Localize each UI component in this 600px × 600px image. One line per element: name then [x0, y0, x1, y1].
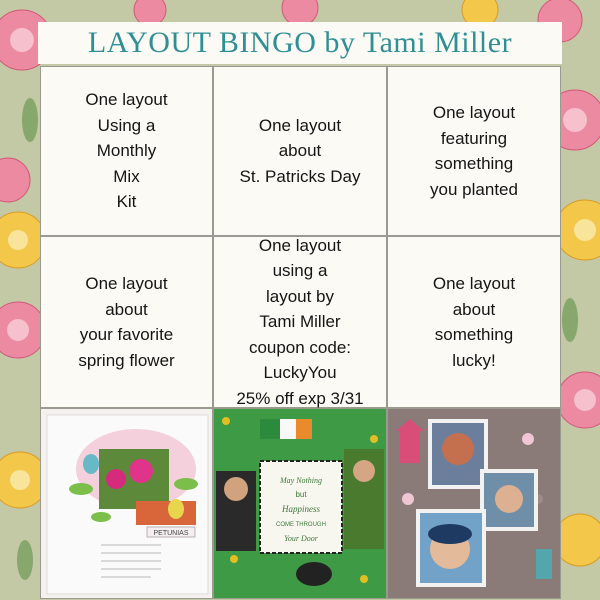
cell-text-line: layout by [265, 286, 335, 306]
flowers-layout-image [41, 409, 213, 599]
cell-text-line: featuring [440, 128, 508, 148]
cell-text-line: something [434, 154, 514, 173]
cell-text-line: St. Patricks Day [239, 166, 361, 186]
page-title: LAYOUT BINGO by Tami Miller [87, 26, 513, 59]
cell-text-line: One layout [258, 115, 342, 135]
sample-layout-lucky [213, 408, 387, 599]
lucky-line-4: COME THROUGH [276, 522, 326, 528]
cell-text-line: coupon code: [248, 337, 352, 357]
cell-text-line: One layout [258, 235, 342, 255]
cell-text-line: Monthly [96, 141, 157, 161]
cell-text-line: about [105, 299, 148, 319]
bingo-cell [213, 236, 387, 408]
cell-text-line: lucky! [452, 350, 496, 370]
cell-text-line: Using a [97, 115, 156, 135]
cell-text-line: using a [272, 261, 328, 281]
cell-text-line: One layout [432, 103, 516, 122]
cell-text-line: Mix [113, 166, 140, 186]
bingo-cell [40, 236, 213, 408]
lucky-line-2: but [295, 490, 307, 499]
bingo-cell [213, 66, 387, 236]
planted-layout-image [388, 409, 561, 599]
lucky-line-5: Your Door [284, 534, 318, 543]
cell-text-line: Tami Miller [259, 312, 341, 332]
cell-text-line: you planted [430, 179, 518, 199]
cell-text-line: One layout [432, 274, 516, 293]
flowers-tag: PETUNIAS [153, 530, 189, 537]
bingo-cell [387, 236, 561, 408]
cell-text-line: your favorite [79, 325, 174, 344]
lucky-layout-image [214, 409, 387, 599]
cell-text-line: 25% off exp 3/31 [236, 388, 364, 408]
sample-layout-flowers [40, 408, 213, 599]
bingo-cell [387, 66, 561, 236]
cell-text-line: spring flower [78, 350, 175, 370]
cell-text-line: about [452, 299, 496, 319]
cell-text-line: Kit [116, 192, 137, 212]
cell-text-line: LuckyYou [263, 363, 337, 383]
bingo-grid [40, 66, 561, 599]
sample-layout-planted [387, 408, 561, 599]
cell-text-line: One layout [85, 274, 168, 293]
title-band [38, 22, 562, 64]
bingo-cell [40, 66, 213, 236]
cell-text-line: about [278, 141, 322, 161]
cell-text-line: something [434, 325, 514, 344]
cell-text-line: One layout [85, 90, 168, 110]
lucky-line-1: May Nothing [280, 476, 322, 485]
lucky-line-3: Happiness [282, 504, 320, 514]
